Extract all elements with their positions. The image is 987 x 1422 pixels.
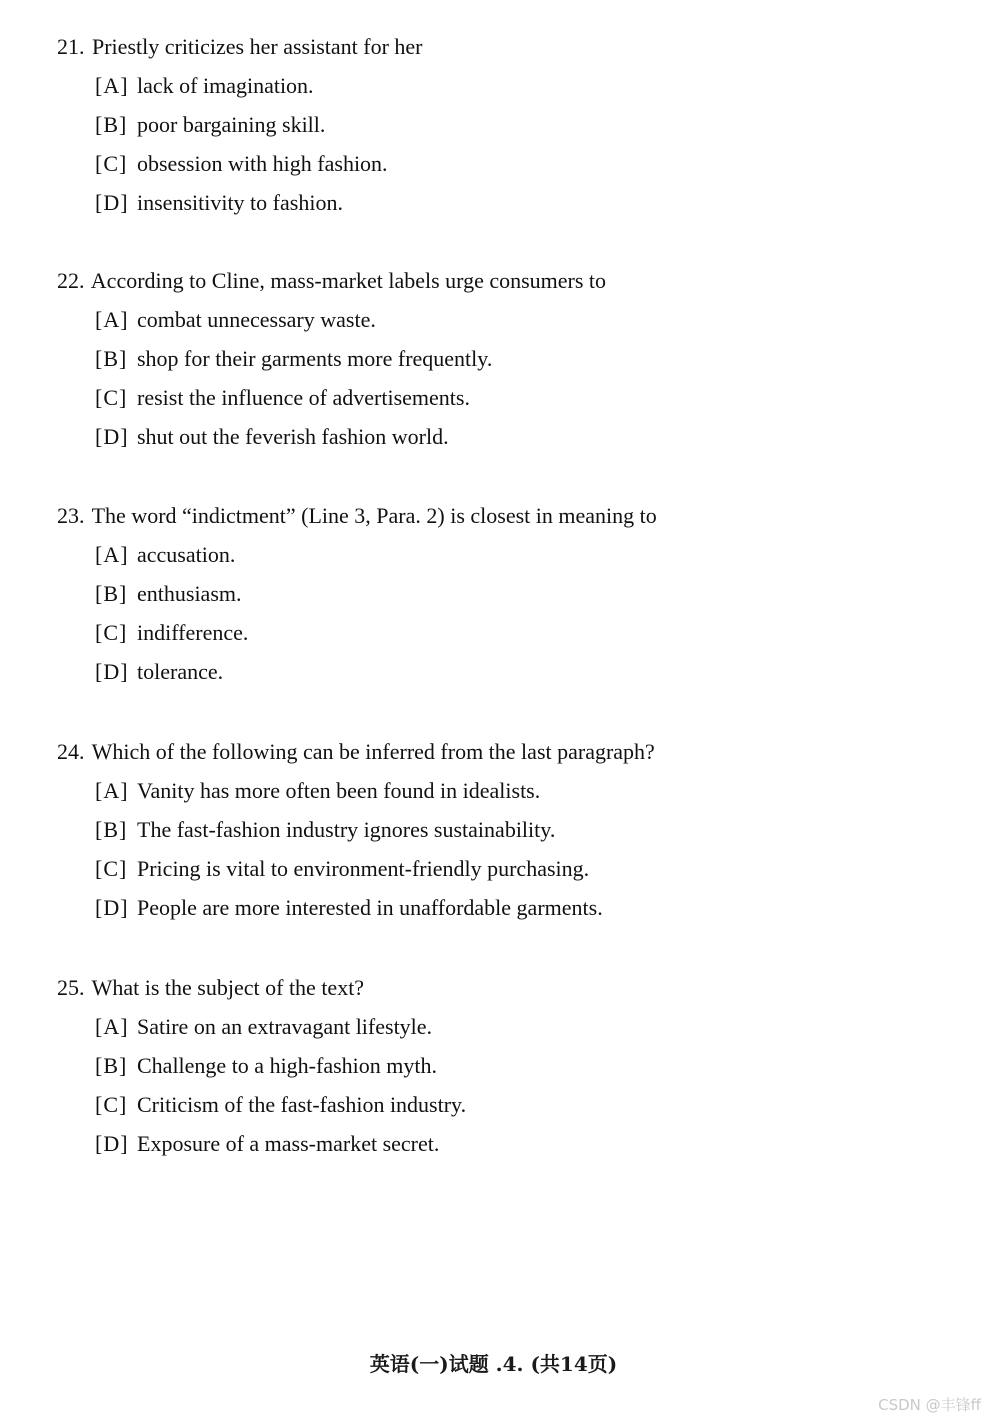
option-letter: [B] — [95, 346, 128, 371]
question-23 — [57, 499, 937, 694]
option-a — [95, 774, 937, 808]
option-c — [95, 852, 937, 886]
option-list — [95, 1010, 937, 1161]
question-text: Which of the following can be inferred from the last paragraph? — [91, 739, 655, 764]
option-letter: [B] — [95, 112, 128, 137]
option-list — [95, 303, 937, 454]
option-text: insensitivity to fashion. — [137, 190, 343, 215]
option-text: enthusiasm. — [137, 581, 242, 606]
question-number: 23. — [57, 503, 85, 528]
question-24 — [57, 735, 937, 930]
question-stem — [57, 735, 937, 769]
option-text: Vanity has more often been found in idealists. — [137, 778, 541, 803]
option-letter: [C] — [95, 385, 128, 410]
option-letter: [B] — [95, 817, 128, 842]
option-letter: [D] — [95, 659, 129, 684]
option-d — [95, 420, 937, 454]
question-text: According to Cline, mass-market labels urge consumers to — [90, 268, 607, 293]
option-letter: [A] — [95, 73, 129, 98]
option-text: shut out the feverish fashion world. — [137, 424, 449, 449]
question-text: The word “indictment” (Line 3, Para. 2) is closest in meaning to — [91, 503, 657, 528]
option-b — [95, 342, 937, 376]
option-letter: [B] — [95, 581, 128, 606]
option-text: Challenge to a high-fashion myth. — [137, 1053, 437, 1078]
option-d — [95, 655, 937, 689]
page-footer: 英语(一)试题 .4. (共14页) — [369, 1352, 618, 1376]
question-stem — [57, 971, 937, 1005]
option-b — [95, 813, 937, 847]
question-number: 22. — [57, 268, 85, 293]
question-text: What is the subject of the text? — [91, 975, 365, 1000]
option-c — [95, 616, 937, 650]
option-letter: [A] — [95, 1014, 129, 1039]
option-c — [95, 381, 937, 415]
option-text: accusation. — [137, 542, 236, 567]
option-c — [95, 147, 937, 181]
option-letter: [D] — [95, 1131, 129, 1156]
option-text: Pricing is vital to environment-friendly purchasing. — [137, 856, 590, 881]
option-b — [95, 1049, 937, 1083]
option-letter: [B] — [95, 1053, 128, 1078]
option-a — [95, 303, 937, 337]
option-letter: [A] — [95, 778, 129, 803]
option-text: Satire on an extravagant lifestyle. — [137, 1014, 433, 1039]
option-list — [95, 69, 937, 220]
option-c — [95, 1088, 937, 1122]
option-text: The fast-fashion industry ignores sustainability. — [137, 817, 556, 842]
option-d — [95, 1127, 937, 1161]
option-a — [95, 69, 937, 103]
question-number: 21. — [57, 34, 85, 59]
option-text: lack of imagination. — [137, 73, 314, 98]
option-letter: [C] — [95, 1092, 128, 1117]
option-a — [95, 538, 937, 572]
question-text: Priestly criticizes her assistant for her — [92, 34, 423, 59]
option-a — [95, 1010, 937, 1044]
question-25 — [57, 971, 937, 1166]
question-stem — [57, 30, 937, 64]
option-letter: [A] — [95, 307, 129, 332]
option-d — [95, 186, 937, 220]
option-text: combat unnecessary waste. — [137, 307, 376, 332]
question-22 — [57, 264, 937, 459]
option-text: poor bargaining skill. — [137, 112, 326, 137]
option-text: obsession with high fashion. — [137, 151, 388, 176]
option-letter: [A] — [95, 542, 129, 567]
option-list — [95, 774, 937, 925]
question-21 — [57, 30, 937, 225]
option-text: People are more interested in unaffordable garments. — [137, 895, 603, 920]
question-number: 24. — [57, 739, 85, 764]
option-text: Criticism of the fast-fashion industry. — [137, 1092, 467, 1117]
question-stem — [57, 264, 937, 298]
option-d — [95, 891, 937, 925]
option-letter: [D] — [95, 424, 129, 449]
option-text: indifference. — [137, 620, 249, 645]
option-letter: [D] — [95, 895, 129, 920]
option-b — [95, 108, 937, 142]
option-letter: [C] — [95, 856, 128, 881]
option-b — [95, 577, 937, 611]
question-number: 25. — [57, 975, 85, 1000]
option-letter: [C] — [95, 620, 128, 645]
option-list — [95, 538, 937, 689]
option-letter: [D] — [95, 190, 129, 215]
question-stem — [57, 499, 937, 533]
option-text: shop for their garments more frequently. — [137, 346, 493, 371]
option-text: resist the influence of advertisements. — [137, 385, 470, 410]
option-text: Exposure of a mass-market secret. — [137, 1131, 440, 1156]
option-text: tolerance. — [137, 659, 224, 684]
option-letter: [C] — [95, 151, 128, 176]
watermark-text: CSDN @丰锋ff — [878, 1396, 981, 1414]
